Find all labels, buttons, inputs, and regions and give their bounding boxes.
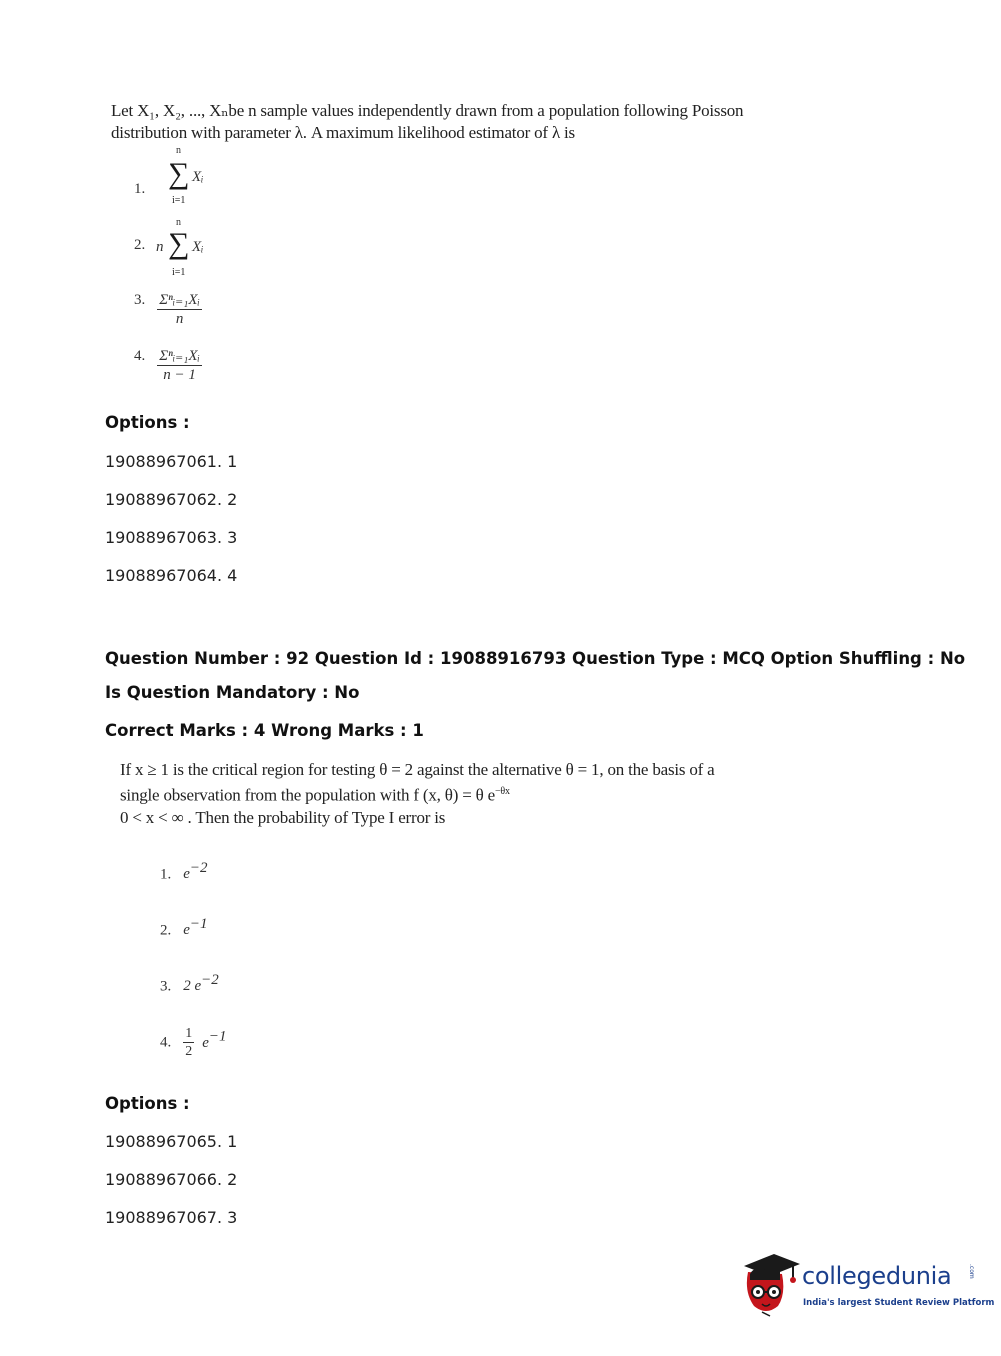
q92-choice-3 xyxy=(160,972,219,995)
q92-choice-2 xyxy=(160,916,208,939)
question-91-line-2: distribution with parameter λ. A maximum likelihood estimator of λ is xyxy=(111,123,575,142)
choice-number: 4. xyxy=(134,348,146,364)
choice-exponent: −2 xyxy=(201,972,219,988)
sum-upper-limit: n xyxy=(176,217,181,228)
question-92-line-2-exponent: −θx xyxy=(494,786,510,797)
q92-choice-4 xyxy=(160,1026,227,1060)
choice-number: 4. xyxy=(160,1034,172,1051)
sum-coefficient: n xyxy=(156,239,164,255)
choice-base: e xyxy=(183,922,190,939)
mascot-icon xyxy=(740,1248,802,1320)
sum-upper-limit: n xyxy=(176,145,181,156)
sigma-symbol: ∑ xyxy=(168,227,190,260)
collegedunia-logo xyxy=(740,1248,995,1320)
question-92-line-2-main: single observation from the population with f (x, θ) = θ e xyxy=(120,785,495,805)
fraction-numerator: Σⁿᵢ₌₁Xᵢ xyxy=(159,348,200,364)
question-mandatory: Is Question Mandatory : No xyxy=(105,683,360,702)
options-heading: Options : xyxy=(105,1094,190,1113)
choice-number: 1. xyxy=(134,181,146,197)
question-91-line-1: Let X₁, X₂, ..., Xₙbe n sample values independently drawn from a population following Poisson xyxy=(111,101,744,120)
q92-choice-1 xyxy=(160,860,208,883)
sum-lower-limit: i=1 xyxy=(172,195,186,206)
option-line: 19088967067. 3 xyxy=(105,1208,238,1227)
option-line: 19088967065. 1 xyxy=(105,1132,238,1151)
question-91-text xyxy=(111,100,743,144)
option-line: 19088967066. 2 xyxy=(105,1170,238,1189)
fraction-denominator: 2 xyxy=(185,1044,193,1059)
choice-exponent: −1 xyxy=(208,1028,227,1045)
q91-choice-3 xyxy=(134,290,202,328)
fraction xyxy=(183,1026,194,1060)
sum-lower-limit: i=1 xyxy=(172,267,186,278)
question-meta: Question Number : 92 Question Id : 19088916793 Question Type : MCQ Option Shuffling : No xyxy=(105,649,966,668)
fraction-numerator: 1 xyxy=(185,1026,193,1041)
question-92-line-3: 0 < x < ∞ . Then the probability of Type I error is xyxy=(120,807,446,827)
question-92-line-2 xyxy=(120,781,715,807)
fraction xyxy=(157,346,202,384)
option-line: 19088967063. 3 xyxy=(105,528,238,547)
sum-variable: Xᵢ xyxy=(192,169,204,185)
choice-base: e xyxy=(202,1034,209,1051)
choice-base: e xyxy=(183,866,190,883)
option-line: 19088967061. 1 xyxy=(105,452,238,471)
question-marks: Correct Marks : 4 Wrong Marks : 1 xyxy=(105,721,424,740)
q91-choice-1 xyxy=(134,145,254,210)
sigma-symbol: ∑ xyxy=(168,157,190,190)
fraction-numerator: Σⁿᵢ₌₁Xᵢ xyxy=(159,292,200,308)
choice-exponent: −1 xyxy=(189,916,208,932)
choice-number: 3. xyxy=(160,978,172,995)
question-92-text xyxy=(120,759,715,829)
q91-choice-2 xyxy=(134,215,254,280)
options-heading: Options : xyxy=(105,413,190,432)
choice-number: 2. xyxy=(134,237,146,253)
sum-variable: Xᵢ xyxy=(192,239,204,255)
choice-number: 3. xyxy=(134,292,146,308)
brand-tagline: India's largest Student Review Platform xyxy=(803,1298,995,1308)
brand-name: collegedunia xyxy=(802,1262,952,1290)
choice-exponent: −2 xyxy=(189,860,208,876)
brand-suffix: .com xyxy=(968,1264,975,1279)
choice-base: 2 e xyxy=(183,978,202,995)
option-line: 19088967062. 2 xyxy=(105,490,238,509)
choice-number: 2. xyxy=(160,922,172,939)
choice-number: 1. xyxy=(160,866,172,883)
fraction xyxy=(157,290,202,328)
fraction-denominator: n xyxy=(175,311,184,327)
option-line: 19088967064. 4 xyxy=(105,566,238,585)
fraction-denominator: n − 1 xyxy=(163,367,196,383)
question-92-line-1: If x ≥ 1 is the critical region for testing θ = 2 against the alternative θ = 1, on the basis of a xyxy=(120,760,715,779)
q91-choice-4 xyxy=(134,346,202,384)
